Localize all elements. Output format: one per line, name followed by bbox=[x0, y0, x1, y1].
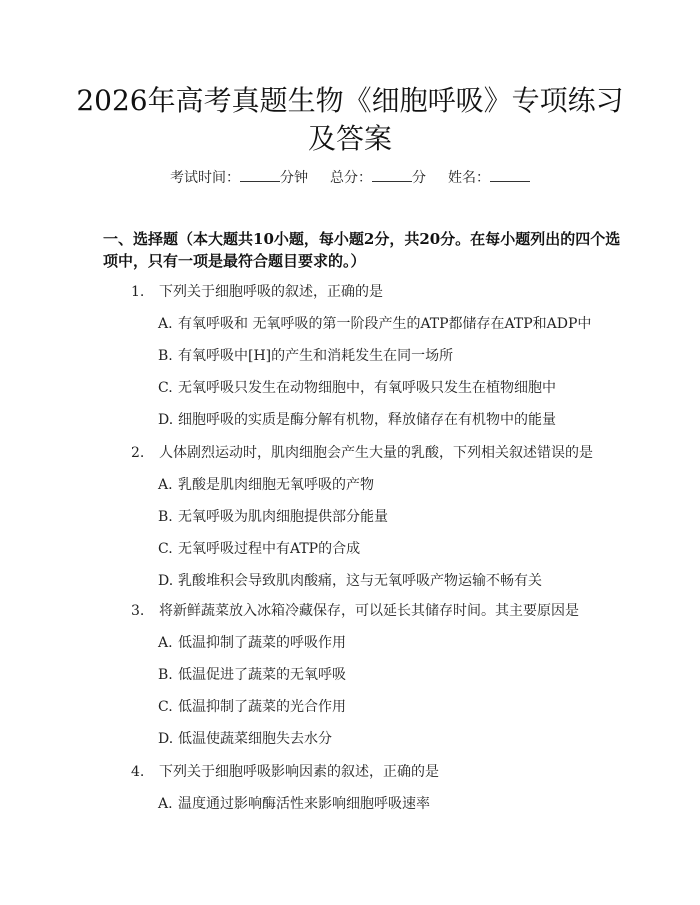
section-heading-line-1: 一、选择题（本大题共10小题，每小题2分，共20分。在每小题列出的四个选 bbox=[103, 230, 621, 248]
question-2 bbox=[131, 443, 593, 463]
option-letter: D. bbox=[158, 573, 174, 589]
question-1 bbox=[131, 282, 383, 302]
option-letter: A. bbox=[158, 796, 173, 812]
exam-info-row bbox=[0, 168, 700, 188]
option-text: 低温抑制了蔬菜的光合作用 bbox=[178, 699, 346, 715]
name-label: 姓名： bbox=[448, 170, 490, 186]
question-2-option-a bbox=[158, 475, 374, 495]
option-letter: C. bbox=[158, 699, 173, 715]
option-letter: A. bbox=[158, 635, 173, 651]
question-3-option-b bbox=[158, 665, 346, 685]
question-2-option-b bbox=[158, 507, 388, 527]
question-number: 4. bbox=[131, 764, 145, 780]
option-letter: B. bbox=[158, 509, 173, 525]
question-number: 3. bbox=[131, 603, 145, 619]
option-text: 有氧呼吸和 无氧呼吸的第一阶段产生的ATP都储存在ATP和ADP中 bbox=[178, 316, 592, 332]
exam-time-unit: 分钟 bbox=[280, 170, 308, 186]
question-2-option-c bbox=[158, 539, 360, 559]
option-text: 低温使蔬菜细胞失去水分 bbox=[178, 731, 332, 747]
option-text: 乳酸是肌肉细胞无氧呼吸的产物 bbox=[178, 477, 374, 493]
exam-time-blank bbox=[240, 169, 280, 182]
option-letter: B. bbox=[158, 667, 173, 683]
name-blank bbox=[490, 169, 530, 182]
option-letter: B. bbox=[158, 348, 173, 364]
option-text: 无氧呼吸只发生在动物细胞中，有氧呼吸只发生在植物细胞中 bbox=[178, 380, 556, 396]
exam-time-label: 考试时间： bbox=[170, 170, 240, 186]
question-1-option-c bbox=[158, 378, 556, 398]
option-text: 无氧呼吸为肌肉细胞提供部分能量 bbox=[178, 509, 388, 525]
question-1-option-a bbox=[158, 314, 591, 334]
question-stem: 下列关于细胞呼吸的叙述，正确的是 bbox=[159, 284, 383, 300]
question-3-option-c bbox=[158, 697, 346, 717]
question-number: 2. bbox=[131, 445, 145, 461]
option-text: 有氧呼吸中[H]的产生和消耗发生在同一场所 bbox=[178, 348, 454, 364]
section-heading-line-2: 项中，只有一项是最符合题目要求的。） bbox=[103, 252, 366, 270]
question-stem: 人体剧烈运动时，肌肉细胞会产生大量的乳酸，下列相关叙述错误的是 bbox=[159, 445, 593, 461]
option-text: 低温抑制了蔬菜的呼吸作用 bbox=[178, 635, 346, 651]
document-title-line-1: 2026年高考真题生物《细胞呼吸》专项练习 bbox=[76, 84, 624, 117]
option-text: 温度通过影响酶活性来影响细胞呼吸速率 bbox=[178, 796, 430, 812]
question-3-option-a bbox=[158, 633, 346, 653]
option-letter: D. bbox=[158, 731, 174, 747]
question-3-option-d bbox=[158, 729, 332, 749]
question-number: 1. bbox=[131, 284, 145, 300]
total-score-unit: 分 bbox=[412, 170, 426, 186]
option-text: 细胞呼吸的实质是酶分解有机物，释放储存在有机物中的能量 bbox=[178, 412, 556, 428]
document-title-line-2: 及答案 bbox=[307, 122, 392, 155]
question-2-option-d bbox=[158, 571, 542, 591]
option-text: 无氧呼吸过程中有ATP的合成 bbox=[178, 541, 361, 557]
section-heading bbox=[103, 228, 623, 272]
question-4 bbox=[131, 762, 439, 782]
total-score-blank bbox=[372, 169, 412, 182]
option-text: 乳酸堆积会导致肌肉酸痛，这与无氧呼吸产物运输不畅有关 bbox=[178, 573, 542, 589]
option-letter: C. bbox=[158, 380, 173, 396]
option-letter: C. bbox=[158, 541, 173, 557]
option-letter: A. bbox=[158, 477, 173, 493]
question-1-option-d bbox=[158, 410, 556, 430]
option-letter: A. bbox=[158, 316, 173, 332]
question-4-option-a bbox=[158, 794, 430, 814]
total-score-label: 总分： bbox=[330, 170, 372, 186]
option-text: 低温促进了蔬菜的无氧呼吸 bbox=[178, 667, 346, 683]
question-stem: 将新鲜蔬菜放入冰箱冷藏保存，可以延长其储存时间。其主要原因是 bbox=[159, 603, 579, 619]
question-1-option-b bbox=[158, 346, 453, 366]
question-3 bbox=[131, 601, 579, 621]
option-letter: D. bbox=[158, 412, 174, 428]
question-stem: 下列关于细胞呼吸影响因素的叙述，正确的是 bbox=[159, 764, 439, 780]
